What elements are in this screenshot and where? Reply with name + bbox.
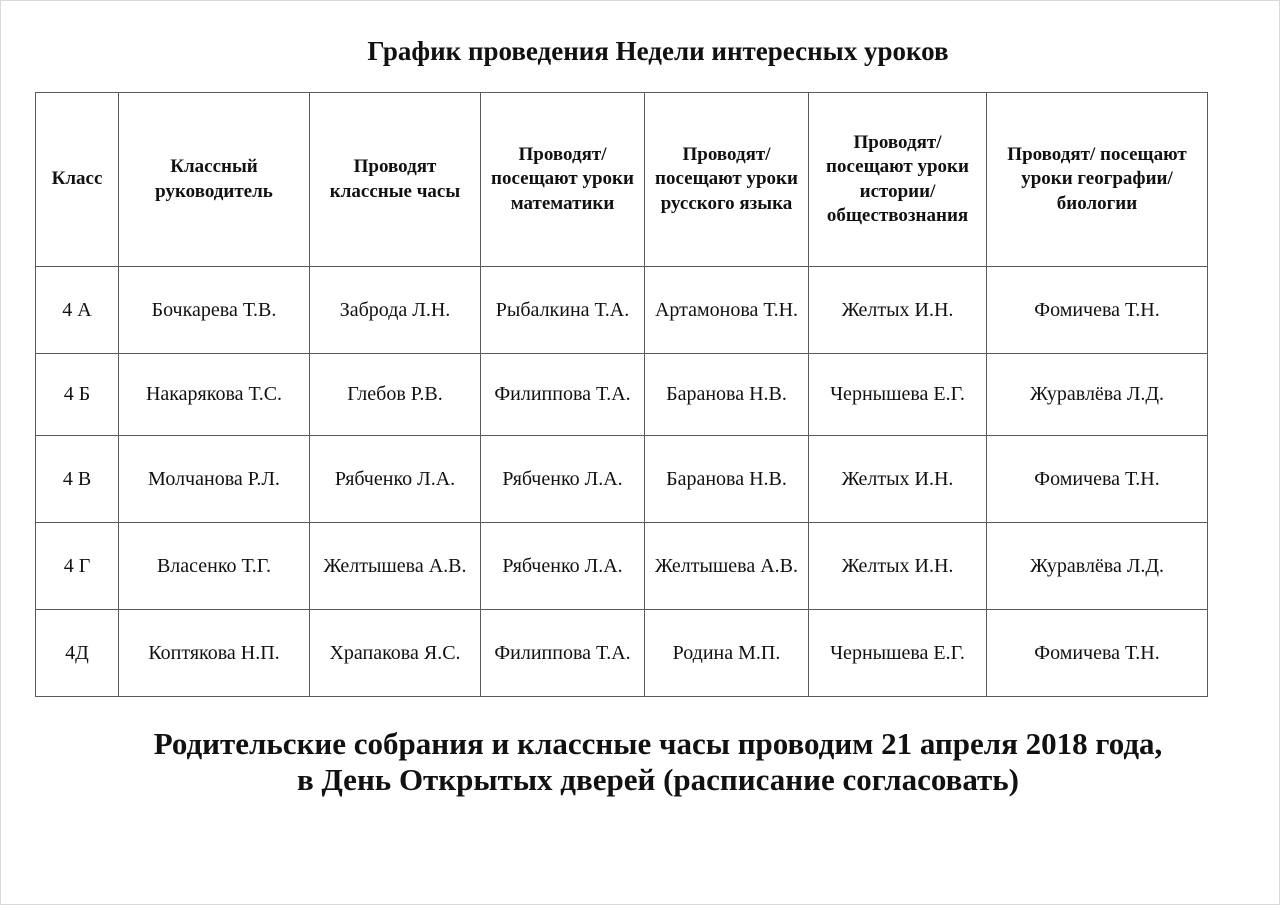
table-cell: Храпакова Я.С. (310, 610, 481, 697)
header-class-hours: Проводят классные часы (310, 93, 481, 267)
table-cell: Желтых И.Н. (809, 436, 987, 523)
note-line-1: Родительские собрания и классные часы проводим 21 апреля 2018 года, (153, 726, 1163, 761)
header-class: Класс (36, 93, 119, 267)
table-cell: Чернышева Е.Г. (809, 610, 987, 697)
parent-meeting-note (0, 726, 1280, 798)
header-history: Проводят/ посещают уроки истории/ обществознания (809, 93, 987, 267)
table-cell: 4 В (36, 436, 119, 523)
table-row (36, 354, 1208, 436)
table-cell: Баранова Н.В. (645, 354, 809, 436)
header-russian: Проводят/ посещают уроки русского языка (645, 93, 809, 267)
table-cell: Рыбалкина Т.А. (481, 267, 645, 354)
table-cell: Чернышева Е.Г. (809, 354, 987, 436)
table-cell: Желтышева А.В. (645, 523, 809, 610)
table-cell: Желтышева А.В. (310, 523, 481, 610)
table-cell: Артамонова Т.Н. (645, 267, 809, 354)
table-cell: Фомичева Т.Н. (987, 610, 1208, 697)
table-row (36, 267, 1208, 354)
table-cell: Родина М.П. (645, 610, 809, 697)
table-cell: Рябченко Л.А. (310, 436, 481, 523)
table-cell: Заброда Л.Н. (310, 267, 481, 354)
table-cell: Глебов Р.В. (310, 354, 481, 436)
table-cell: Фомичева Т.Н. (987, 436, 1208, 523)
document-title: График проведения Недели интересных уроков (367, 36, 949, 66)
table-cell: Баранова Н.В. (645, 436, 809, 523)
table-cell: Коптякова Н.П. (119, 610, 310, 697)
table-cell: Филиппова Т.А. (481, 354, 645, 436)
header-class-teacher: Классный руководитель (119, 93, 310, 267)
table-cell: Филиппова Т.А. (481, 610, 645, 697)
table-cell: Желтых И.Н. (809, 267, 987, 354)
table-cell: Фомичева Т.Н. (987, 267, 1208, 354)
table-cell: Бочкарева Т.В. (119, 267, 310, 354)
table-cell: Желтых И.Н. (809, 523, 987, 610)
header-math: Проводят/ посещают уроки математики (481, 93, 645, 267)
table-header-row (36, 93, 1208, 267)
table-cell: Власенко Т.Г. (119, 523, 310, 610)
table-cell: Молчанова Р.Л. (119, 436, 310, 523)
table-row (36, 523, 1208, 610)
table-cell: 4 Г (36, 523, 119, 610)
table-cell: Журавлёва Л.Д. (987, 523, 1208, 610)
note-line-2: в День Открытых дверей (расписание согласовать) (296, 762, 1020, 797)
table-row (36, 436, 1208, 523)
table-cell: 4 А (36, 267, 119, 354)
table-cell: 4Д (36, 610, 119, 697)
table-cell: Накарякова Т.С. (119, 354, 310, 436)
table-row (36, 610, 1208, 697)
table-cell: Журавлёва Л.Д. (987, 354, 1208, 436)
table-cell: Рябченко Л.А. (481, 523, 645, 610)
schedule-table (35, 92, 1208, 697)
table-cell: 4 Б (36, 354, 119, 436)
header-geography: Проводят/ посещают уроки географии/ биологии (987, 93, 1208, 267)
table-cell: Рябченко Л.А. (481, 436, 645, 523)
